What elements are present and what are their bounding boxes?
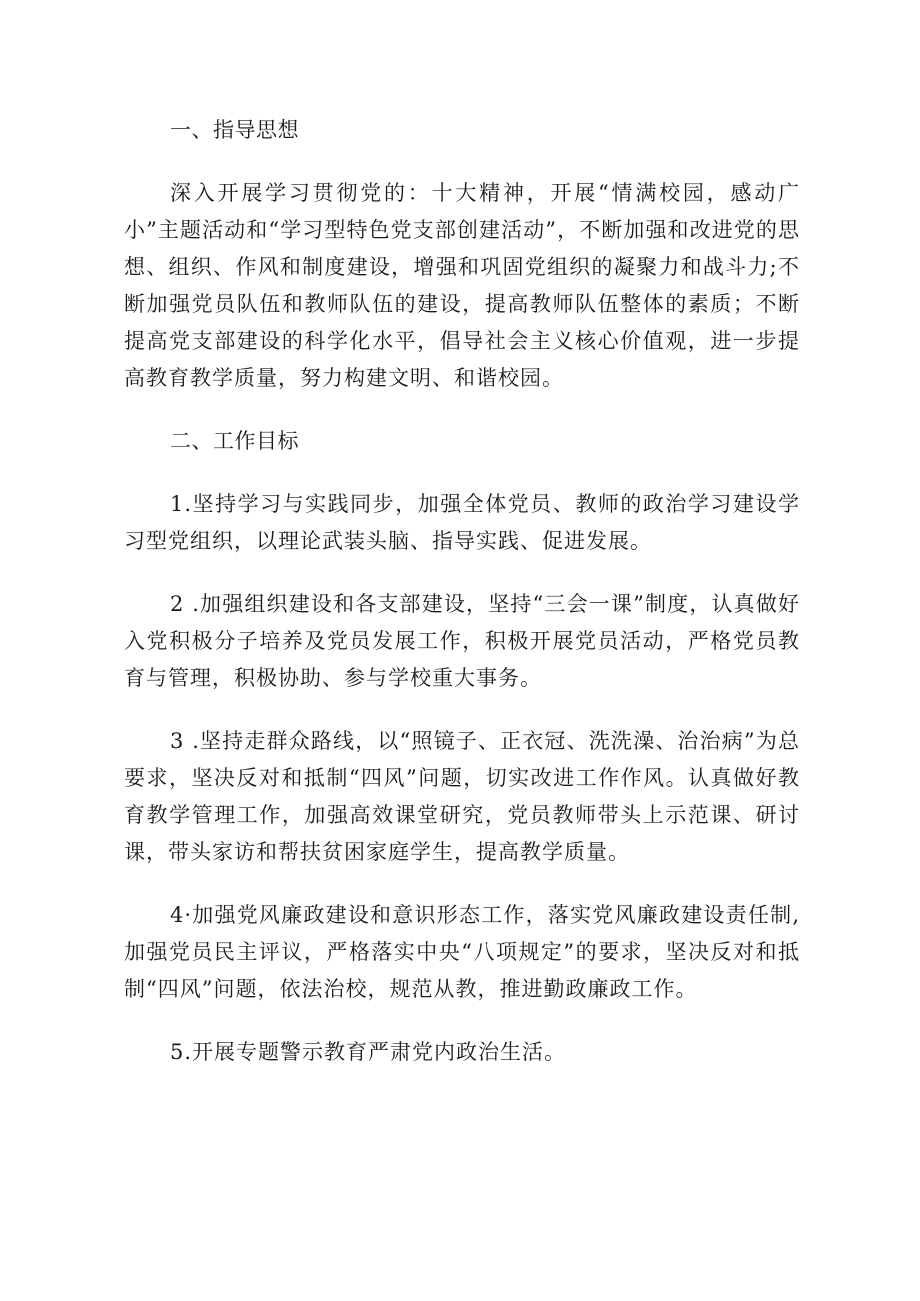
paragraph-guiding-thought: 深入开展学习贯彻党的：十大精神，开展“情满校园，感动广小”主题活动和“学习型特色党支部创建活动”，不断加强和改进党的思想、组织、作风和制度建设，增强和巩固党组织的凝聚力和战斗力;不断加强党员队伍和教师队伍的建设，提高教师队伍整体的素质；不断提高党支部建设的科学化水平，倡导社会主义核心价值观，进一步提高教育教学质量，努力构建文明、和谐校园。	[124, 181, 800, 390]
section-heading-work-goals: 二、工作目标	[170, 429, 299, 453]
paragraph-goal-1: 1.坚持学习与实践同步，加强全体党员、教师的政治学习建设学习型党组织，以理论武装头脑、指导实践、促进发展。	[124, 492, 800, 553]
section-heading-guiding-thought: 一、指导思想	[170, 118, 299, 142]
paragraph-goal-5: 5.开展专题警示教育严肃党内政治生活。	[170, 1040, 567, 1064]
paragraph-goal-4: 4·加强党风廉政建设和意识形态工作，落实党风廉政建设责任制,加强党员民主评议，严格落实中央“八项规定”的要求，坚决反对和抵制“四风”问题，依法治校，规范从教，推进勤政廉政工作。	[124, 903, 800, 1001]
paragraph-goal-2: 2 .加强组织建设和各支部建设，坚持“三会一课”制度，认真做好入党积极分子培养及党员发展工作，积极开展党员活动，严格党员教育与管理，积极协助、参与学校重大事务。	[124, 592, 800, 690]
paragraph-goal-3: 3 .坚持走群众路线，以“照镜子、正衣冠、洗洗澡、治治病”为总要求，坚决反对和抵制“四风”问题，切实改进工作作风。认真做好教育教学管理工作，加强高效课堂研究，党员教师带头上示范课、研讨课，带头家访和帮扶贫困家庭学生，提高教学质量。	[124, 729, 800, 864]
